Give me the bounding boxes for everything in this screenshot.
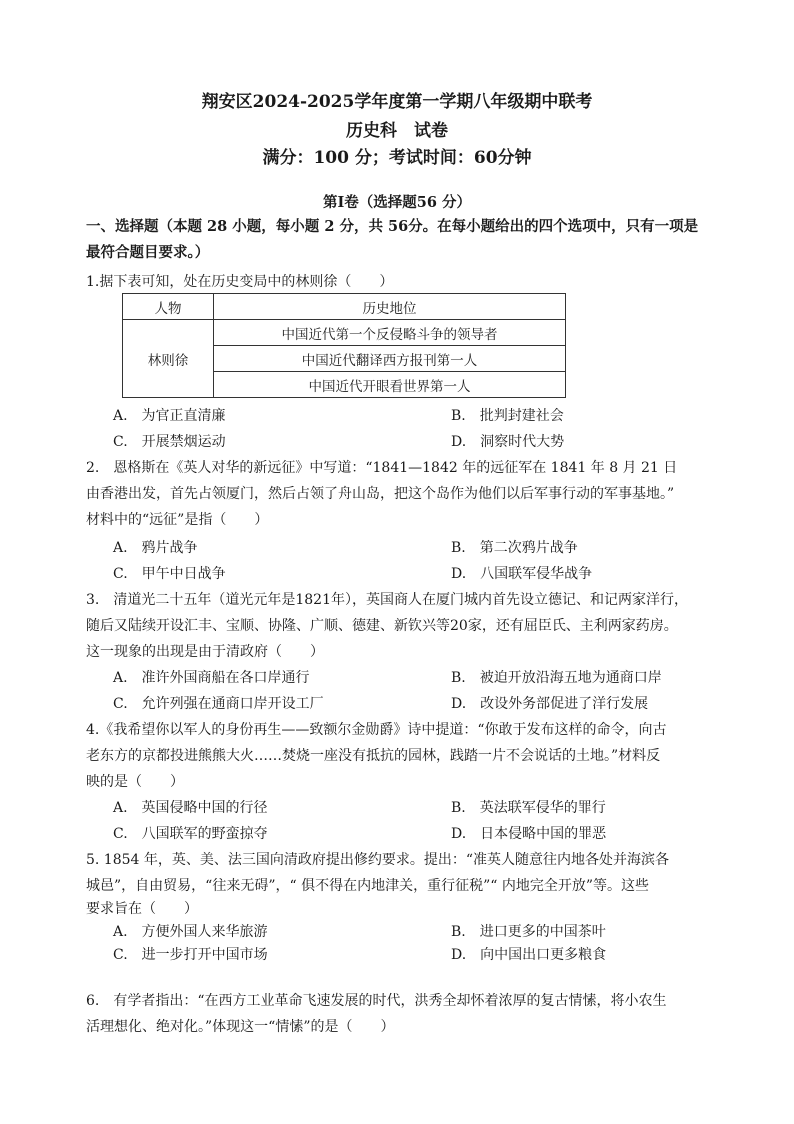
question-3-option-d: D. 改设外务部促进了洋行发展 xyxy=(451,696,649,712)
question-4-option-c: C. 八国联军的野蛮掠夺 xyxy=(113,826,268,842)
table-cell: 中国近代第一个反侵略斗争的领导者 xyxy=(214,320,566,346)
question-5-option-a: A. 方便外国人来华旅游 xyxy=(113,924,268,940)
exam-title: 翔安区2024-2025学年度第一学期八年级期中联考 xyxy=(201,92,593,112)
question-3-option-a: A. 准许外国商船在各口岸通行 xyxy=(113,670,310,686)
part-heading: 第Ⅰ卷（选择题56 分） xyxy=(322,194,471,211)
question-6-stem: 6. 有学者指出：“在西方工业革命飞速发展的时代，洪秀全却怀着浓厚的复古情愫，将小农生 xyxy=(86,993,667,1009)
section-instruction xyxy=(86,214,726,266)
question-5-option-d: D. 向中国出口更多粮食 xyxy=(451,947,607,963)
question-5-option-c: C. 进一步打开中国市场 xyxy=(113,947,268,963)
question-3-option-b: B. 被迫开放沿海五地为通商口岸 xyxy=(451,670,662,686)
question-3-stem: 3. 清道光二十五年（道光元年是1821年），英国商人在厦门城内首先设立德记、和记两家洋行， xyxy=(86,592,688,608)
question-4-stem: 4.《我希望你以军人的身份再生——致额尔金勋爵》诗中提道：“你敢于发布这样的命令，向古 xyxy=(86,722,667,738)
question-4-stem: 映的是（ ） xyxy=(86,774,184,790)
question-5-stem: 城邑”，自由贸易，“往来无碍”，“ 俱不得在内地津关，重行征税”“ 内地完全开放”等。这些 xyxy=(86,878,649,894)
table-header-cell: 历史地位 xyxy=(214,294,566,320)
question-1-stem: 1.据下表可知，处在历史变局中的林则徐（ ） xyxy=(86,274,394,290)
table-row xyxy=(123,320,566,346)
question-3-stem: 随后又陆续开设汇丰、宝顺、协隆、广顺、德建、新钦兴等20家，还有屈臣氏、主利两家药房。 xyxy=(86,618,678,634)
question-5-option-b: B. 进口更多的中国茶叶 xyxy=(451,924,606,940)
exam-score-time: 满分：100 分；考试时间：60分钟 xyxy=(262,148,532,168)
question-2-option-a: A. 鸦片战争 xyxy=(113,540,198,556)
exam-subject: 历史科 试卷 xyxy=(346,121,448,141)
question-4-option-a: A. 英国侵略中国的行径 xyxy=(113,800,268,816)
question-1-option-d: D. 洞察时代大势 xyxy=(451,434,565,450)
question-2-stem: 2. 恩格斯在《英人对华的新远征》中写道：“1841—1842 年的远征军在 1841 年 8 月 21 日 xyxy=(86,460,678,476)
question-2-option-c: C. 甲午中日战争 xyxy=(113,566,226,582)
question-6-stem: 活理想化、绝对化。”体现这一“情愫”的是（ ） xyxy=(86,1019,395,1035)
table-header-row xyxy=(123,294,566,320)
question-2-stem: 材料中的“远征”是指（ ） xyxy=(86,512,269,528)
history-table xyxy=(122,293,566,398)
table-header-cell: 人物 xyxy=(123,294,214,320)
question-4-option-b: B. 英法联军侵华的罪行 xyxy=(451,800,606,816)
question-5-stem: 要求旨在（ ） xyxy=(86,901,198,917)
question-2-stem: 由香港出发，首先占领厦门，然后占领了舟山岛，把这个岛作为他们以后军事行动的军事基地。” xyxy=(86,486,675,502)
question-2-option-d: D. 八国联军侵华战争 xyxy=(451,566,593,582)
table-cell: 中国近代开眼看世界第一人 xyxy=(214,372,566,398)
question-3-option-c: C. 允许列强在通商口岸开设工厂 xyxy=(113,696,324,712)
question-1-option-a: A. 为官正直清廉 xyxy=(113,408,226,424)
table-person-cell: 林则徐 xyxy=(123,320,214,398)
question-4-stem: 老东方的京都投进熊熊大火……焚烧一座没有抵抗的园林，践踏一片不会说话的土地。”材料反 xyxy=(86,748,661,764)
question-1-option-b: B. 批判封建社会 xyxy=(451,408,564,424)
section-instruction-line: 一、选择题（本题 28 小题，每小题 2 分，共 56分。在每小题给出的四个选项中，只有一项是 xyxy=(86,218,699,235)
question-5-stem: 5. 1854 年，英、美、法三国向清政府提出修约要求。提出：“准英人随意往内地各处并海滨各 xyxy=(86,852,670,868)
question-2-option-b: B. 第二次鸦片战争 xyxy=(451,540,578,556)
section-instruction-line: 最符合题目要求。） xyxy=(86,244,210,261)
question-3-stem: 这一现象的出现是由于清政府（ ） xyxy=(86,644,324,660)
table-cell: 中国近代翻译西方报刊第一人 xyxy=(214,346,566,372)
question-4-option-d: D. 日本侵略中国的罪恶 xyxy=(451,826,607,842)
question-1-option-c: C. 开展禁烟运动 xyxy=(113,434,226,450)
